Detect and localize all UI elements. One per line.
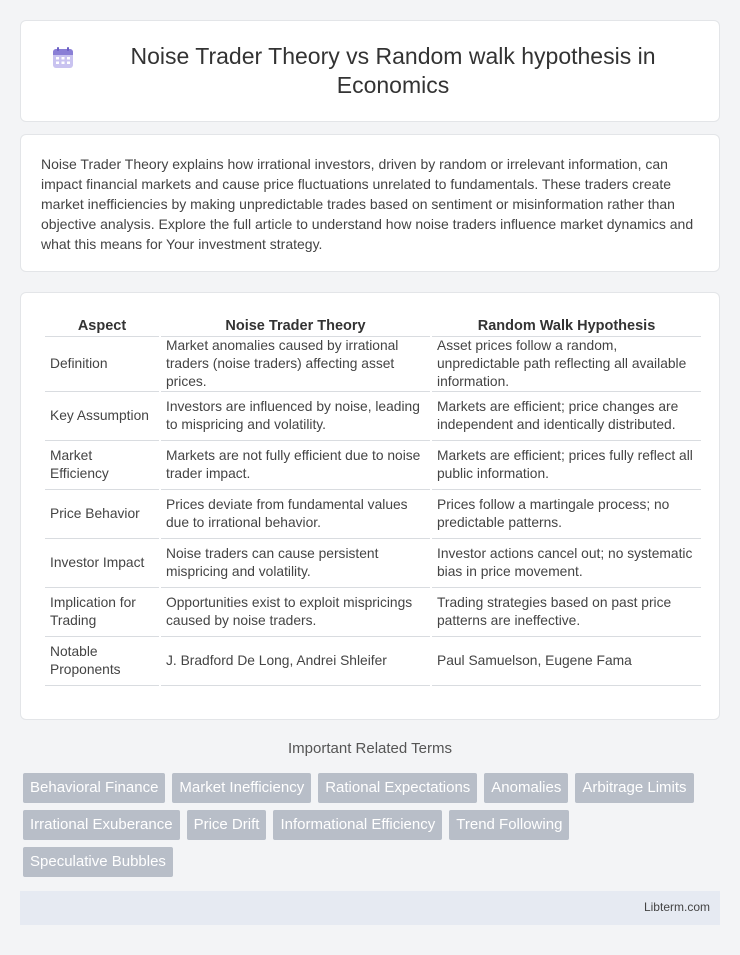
table-row — [45, 637, 701, 686]
row-noise-trader: Noise traders can cause persistent mispricing and volatility. — [161, 539, 430, 588]
related-term-tag[interactable]: Price Drift — [187, 810, 267, 840]
row-random-walk: Markets are efficient; price changes are independent and identically distributed. — [432, 392, 701, 441]
row-aspect: Price Behavior — [45, 490, 159, 539]
row-aspect: Notable Proponents — [45, 637, 159, 686]
row-aspect: Investor Impact — [45, 539, 159, 588]
row-random-walk: Paul Samuelson, Eugene Fama — [432, 637, 701, 686]
footer-site-link[interactable]: Libterm.com — [643, 900, 710, 914]
comparison-card — [20, 292, 720, 720]
intro-paragraph: Noise Trader Theory explains how irrational investors, driven by random or irrelevant information, can impact financial markets and cause price fluctuations unrelated to fundamentals. These traders create market inefficiencies by making unpredictable trades based on sentiment or misinformation rather than objective analysis. Explore the full article to understand how noise traders influence market dynamics and what this means for Your investment strategy. — [41, 156, 694, 252]
row-random-walk: Markets are efficient; prices fully reflect all public information. — [432, 441, 701, 490]
related-term-tag[interactable]: Rational Expectations — [318, 773, 477, 803]
related-term-tag[interactable]: Arbitrage Limits — [575, 773, 693, 803]
related-terms-title: Important Related Terms — [288, 740, 452, 757]
row-aspect: Market Efficiency — [45, 441, 159, 490]
related-term-tag[interactable]: Trend Following — [449, 810, 569, 840]
table-row — [45, 539, 701, 588]
row-random-walk: Investor actions cancel out; no systematic bias in price movement. — [432, 539, 701, 588]
related-terms-list — [23, 773, 723, 884]
calendar-icon — [51, 46, 75, 70]
related-term-tag[interactable]: Speculative Bubbles — [23, 847, 173, 877]
row-noise-trader: J. Bradford De Long, Andrei Shleifer — [161, 637, 430, 686]
comparison-table — [43, 315, 703, 686]
row-noise-trader: Markets are not fully efficient due to noise trader impact. — [161, 441, 430, 490]
related-term-tag[interactable]: Anomalies — [484, 773, 568, 803]
row-noise-trader: Opportunities exist to exploit mispricings caused by noise traders. — [161, 588, 430, 637]
row-aspect: Definition — [45, 337, 159, 392]
table-row — [45, 392, 701, 441]
header-aspect: Aspect — [45, 315, 159, 337]
header-card — [20, 20, 720, 122]
row-noise-trader: Market anomalies caused by irrational traders (noise traders) affecting asset prices. — [161, 337, 430, 392]
row-noise-trader: Prices deviate from fundamental values due to irrational behavior. — [161, 490, 430, 539]
intro-card — [20, 134, 720, 272]
table-row — [45, 337, 701, 392]
row-random-walk: Trading strategies based on past price patterns are ineffective. — [432, 588, 701, 637]
title-wrap — [21, 21, 719, 121]
related-term-tag[interactable]: Behavioral Finance — [23, 773, 165, 803]
row-random-walk: Prices follow a martingale process; no predictable patterns. — [432, 490, 701, 539]
row-aspect: Key Assumption — [45, 392, 159, 441]
header-noise-trader: Noise Trader Theory — [161, 315, 430, 337]
row-noise-trader: Investors are influenced by noise, leading to mispricing and volatility. — [161, 392, 430, 441]
table-row — [45, 490, 701, 539]
related-term-tag[interactable]: Irrational Exuberance — [23, 810, 180, 840]
table-row — [45, 588, 701, 637]
footer — [20, 891, 720, 925]
table-row — [45, 441, 701, 490]
table-header-row — [45, 315, 701, 337]
page-title: Noise Trader Theory vs Random walk hypothesis in Economics — [130, 43, 656, 98]
header-random-walk: Random Walk Hypothesis — [432, 315, 701, 337]
row-random-walk: Asset prices follow a random, unpredictable path reflecting all available information. — [432, 337, 701, 392]
row-aspect: Implication for Trading — [45, 588, 159, 637]
related-term-tag[interactable]: Market Inefficiency — [172, 773, 311, 803]
related-term-tag[interactable]: Informational Efficiency — [273, 810, 442, 840]
